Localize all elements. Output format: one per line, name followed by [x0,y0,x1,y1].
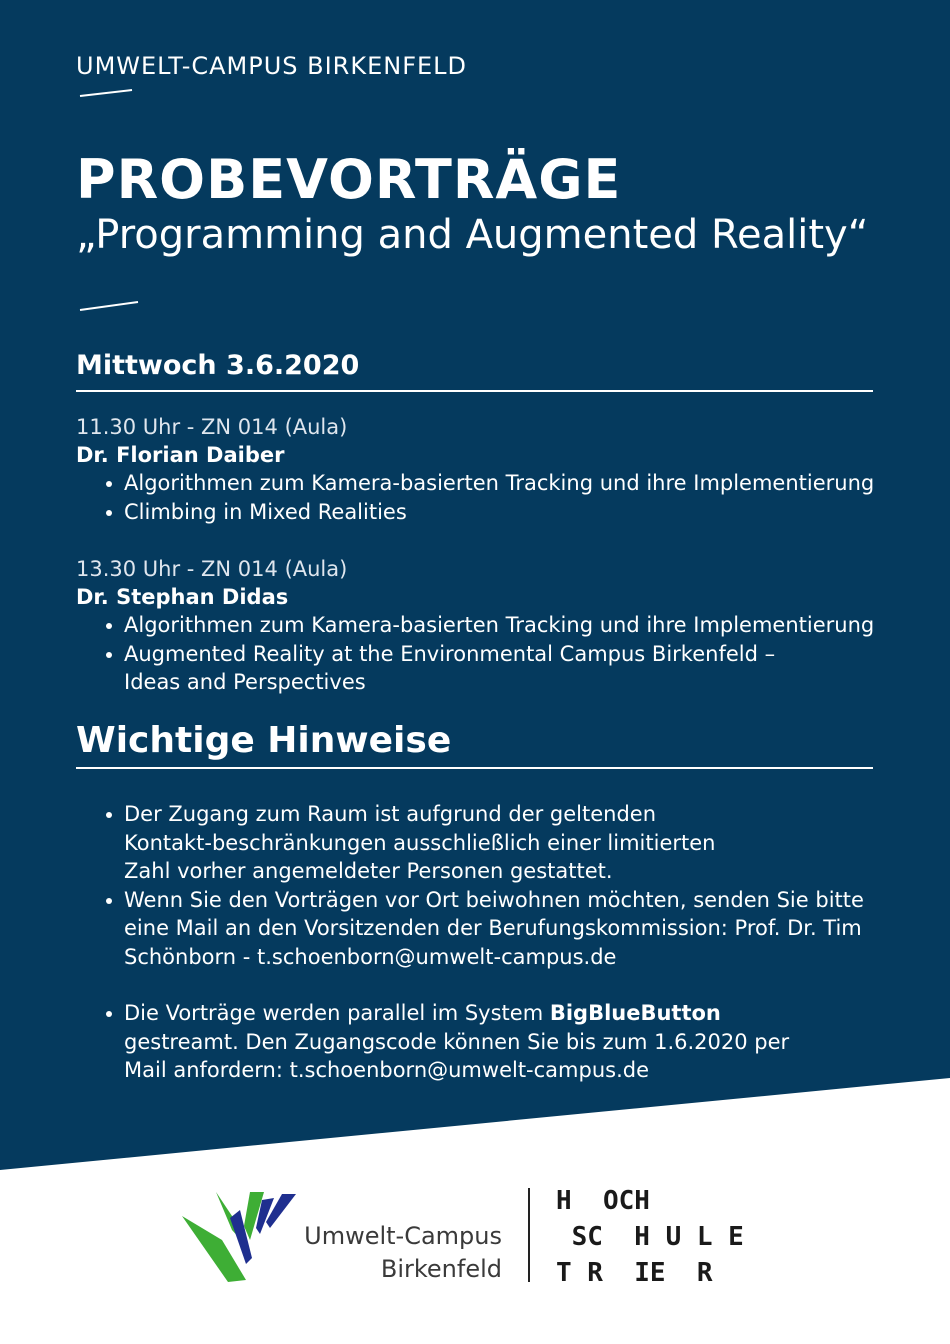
speaker-name: Dr. Stephan Didas [76,585,289,609]
note-item: Wenn Sie den Vorträgen vor Ort beiwohnen möchten, senden Sie bitte eine Mail an den Vorsitzenden der Berufungskommission: Prof. Dr. Tim Schönborn - t.schoenborn@umwelt-campus.de [76,886,864,972]
talk-time: 11.30 Uhr - ZN 014 (Aula) [76,415,348,439]
topic-list [76,469,876,526]
decorative-line [78,298,142,314]
topic-item: Augmented Reality at the Environmental Campus Birkenfeld – Ideas and Perspectives [76,640,824,697]
notes-heading: Wichtige Hinweise [76,720,452,761]
logo-line: Birkenfeld [380,1255,502,1283]
note-text: Die Vorträge werden parallel im System [124,1001,550,1025]
notes-section [76,800,866,1085]
logo-divider [528,1188,530,1282]
institution-name: UMWELT-CAMPUS BIRKENFELD [76,52,468,80]
decorative-line [78,86,134,98]
topic-item: Algorithmen zum Kamera-basierten Tracking und ihre Implementierung [76,469,876,498]
divider [76,767,873,769]
hochschule-trier-line: T R IE R [556,1258,713,1288]
speaker-name: Dr. Florian Daiber [76,443,285,467]
hochschule-trier-line: SC H U L E [556,1222,744,1252]
page-title: PROBEVORTRÄGE [76,148,622,211]
page-subtitle: „Programming and Augmented Reality“ [76,212,869,258]
topic-list [76,611,876,697]
talk-block [76,413,876,526]
hochschule-trier-line: H OCH [556,1186,650,1216]
umwelt-campus-logo-icon [180,1188,300,1283]
notes-list [76,800,866,971]
date-heading: Mittwoch 3.6.2020 [76,350,360,381]
note-item: Der Zugang zum Raum ist aufgrund der geltenden Kontakt-beschränkungen ausschließlich einer limitierten Zahl vorher angemeldeter Personen gestattet. [76,800,724,886]
note-text: gestreamt. Den Zugangscode können Sie bis zum 1.6.2020 per Mail anfordern: t.schoenborn@umwelt-campus.de [124,1029,790,1082]
bigbluebutton-label: BigBlueButton [549,1001,721,1025]
notes-list [76,999,866,1085]
talk-time: 13.30 Uhr - ZN 014 (Aula) [76,557,348,581]
logo-line: Umwelt-Campus [304,1222,502,1250]
topic-item: Climbing in Mixed Realities [76,498,876,527]
umwelt-campus-logo-text [292,1220,502,1286]
note-item-stream [76,999,824,1085]
topic-item: Algorithmen zum Kamera-basierten Tracking und ihre Implementierung [76,611,876,640]
divider [76,390,873,392]
talk-block [76,555,876,697]
